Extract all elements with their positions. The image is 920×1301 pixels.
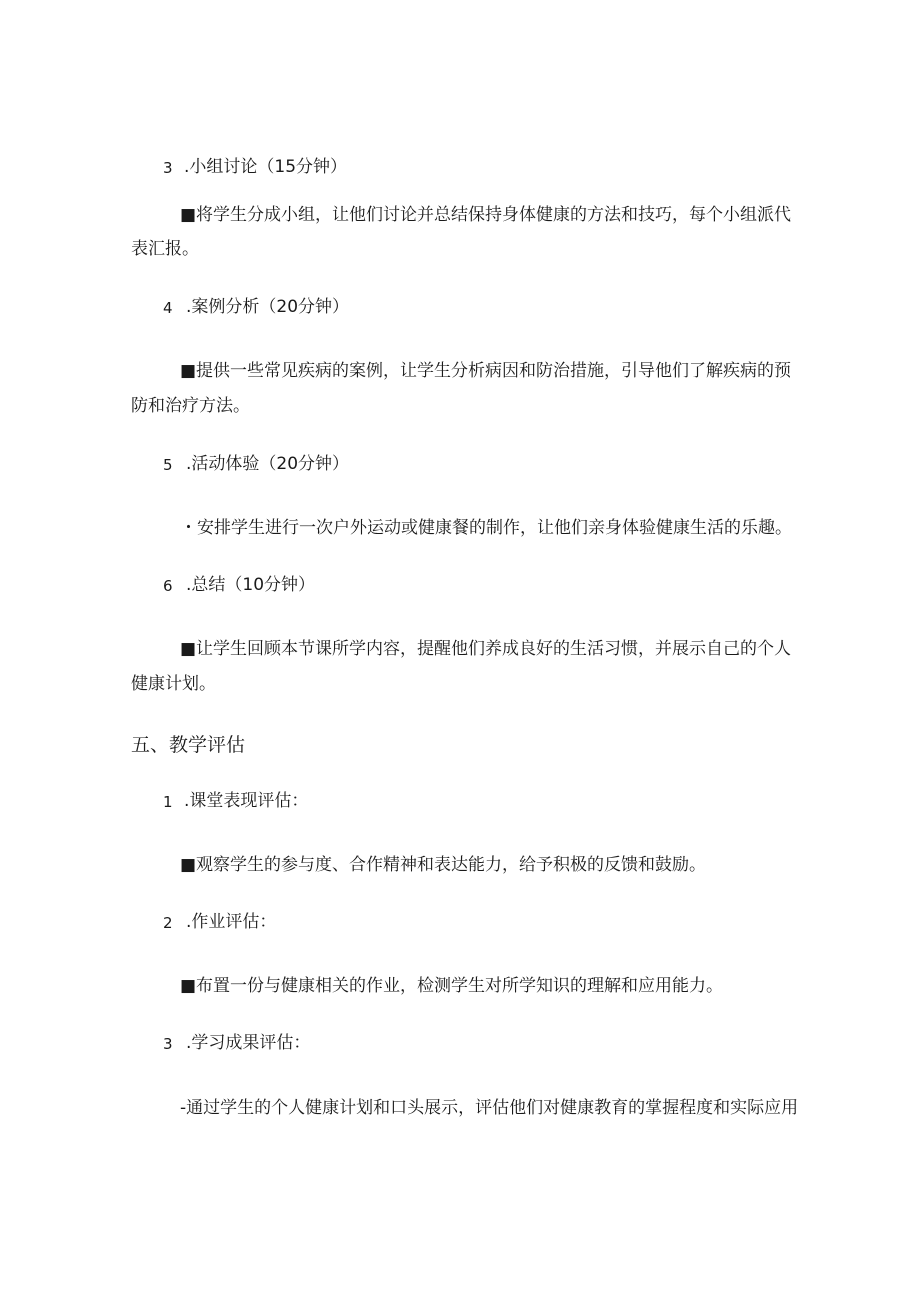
step-number: 6	[163, 577, 173, 595]
step-label: .总结（10分钟）	[186, 575, 316, 595]
step-6-text-line-2: 健康计划。	[131, 674, 216, 694]
step-label: .活动体验（20分钟）	[186, 454, 350, 474]
eval-number: 2	[163, 914, 173, 932]
step-number: 4	[163, 299, 173, 317]
step-5-text-line-1: ・安排学生进行一次户外运动或健康餐的制作，让他们亲身体验健康生活的乐趣。	[180, 518, 792, 538]
step-4-text-line-1: ■提供一些常见疾病的案例，让学生分析病因和防治措施，引导他们了解疾病的预	[180, 361, 792, 381]
eval-label: .作业评估：	[186, 912, 277, 932]
eval-2-text-line-1: ■布置一份与健康相关的作业，检测学生对所学知识的理解和应用能力。	[180, 976, 724, 996]
eval-number: 3	[163, 1035, 173, 1053]
step-number: 5	[163, 456, 173, 474]
section-title: 五、教学评估	[131, 734, 246, 756]
step-3-text-line-2: 表汇报。	[131, 239, 199, 259]
step-number: 3	[163, 159, 173, 177]
eval-3-text-line-1: -通过学生的个人健康计划和口头展示，评估他们对健康教育的掌握程度和实际应用	[180, 1098, 799, 1118]
step-3-text-line-1: ■将学生分成小组，让他们讨论并总结保持身体健康的方法和技巧，每个小组派代	[180, 205, 792, 225]
step-4-text-line-2: 防和治疗方法。	[131, 396, 250, 416]
eval-label: .学习成果评估：	[186, 1033, 311, 1053]
eval-number: 1	[163, 793, 173, 811]
step-label: .小组讨论（15分钟）	[184, 157, 348, 177]
eval-1-text-line-1: ■观察学生的参与度、合作精神和表达能力，给予积极的反馈和鼓励。	[180, 855, 707, 875]
step-label: .案例分析（20分钟）	[186, 297, 350, 317]
step-6-text-line-1: ■让学生回顾本节课所学内容，提醒他们养成良好的生活习惯，并展示自己的个人	[180, 639, 792, 659]
eval-label: .课堂表现评估：	[184, 791, 309, 811]
